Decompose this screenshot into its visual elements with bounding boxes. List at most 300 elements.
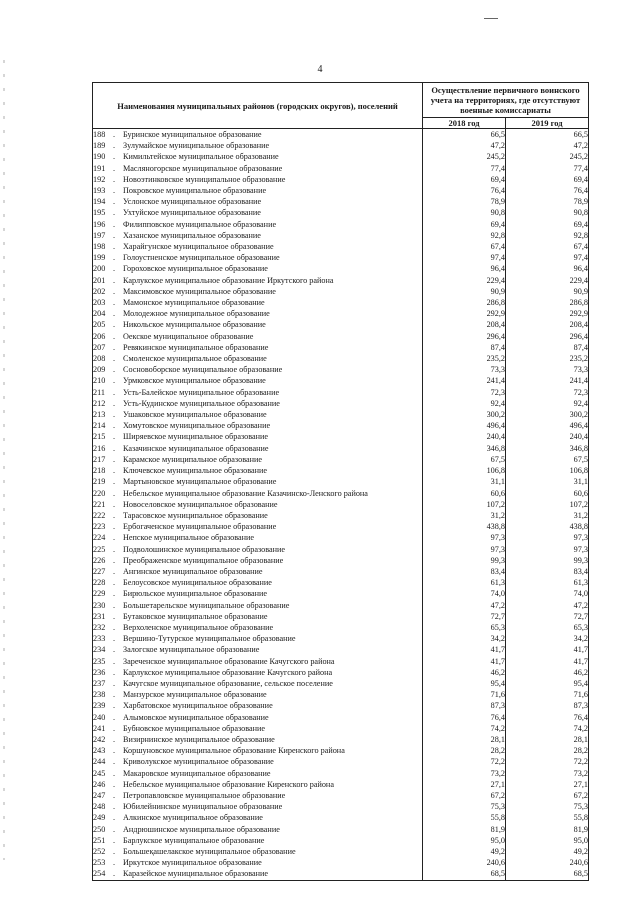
row-number: 245 xyxy=(93,768,106,778)
table-row xyxy=(93,219,589,230)
row-name-cell xyxy=(93,140,423,151)
row-number: 235 xyxy=(93,656,106,666)
value-2019: 65,3 xyxy=(506,622,589,633)
row-number-dot: . xyxy=(113,410,116,420)
row-name: Ширяевское муниципальное образование xyxy=(123,432,269,442)
value-2018: 97,4 xyxy=(423,252,506,263)
row-number-dot: . xyxy=(113,701,116,711)
row-name: Вершино-Тутурское муниципальное образование xyxy=(123,634,296,644)
row-name-cell xyxy=(93,163,423,174)
row-name: Никольское муниципальное образование xyxy=(123,320,266,330)
row-name-cell xyxy=(93,151,423,162)
row-number-dot: . xyxy=(113,802,116,812)
row-number-dot: . xyxy=(113,320,116,330)
row-name: Непское муниципальное образование xyxy=(123,533,255,543)
table-row xyxy=(93,353,589,364)
value-2019: 49,2 xyxy=(506,846,589,857)
row-number: 188 xyxy=(93,130,106,139)
row-name: Манзурское муниципальное образование xyxy=(123,690,267,700)
row-number: 194 xyxy=(93,197,106,207)
row-name-cell xyxy=(93,342,423,353)
row-name-cell xyxy=(93,622,423,633)
row-number-dot: . xyxy=(113,790,116,800)
value-2019: 69,4 xyxy=(506,174,589,185)
value-2018: 496,4 xyxy=(423,420,506,431)
row-name-cell xyxy=(93,734,423,745)
row-name-cell xyxy=(93,353,423,364)
row-number-dot: . xyxy=(113,723,116,733)
row-number: 239 xyxy=(93,701,106,711)
value-2019: 76,4 xyxy=(506,185,589,196)
row-name: Хазанское муниципальное образование xyxy=(123,230,261,240)
table-row xyxy=(93,443,589,454)
row-name-cell xyxy=(93,398,423,409)
row-name: Голоустненское муниципальное образование xyxy=(123,253,280,263)
value-2019: 68,5 xyxy=(506,868,589,880)
row-name: Бирюльское муниципальное образование xyxy=(123,589,268,599)
row-name: Преображенское муниципальное образование xyxy=(123,555,284,565)
table-row xyxy=(93,689,589,700)
value-2019: 41,7 xyxy=(506,656,589,667)
row-name-cell xyxy=(93,790,423,801)
row-name: Юбилейнинское муниципальное образование xyxy=(123,802,283,812)
table-row xyxy=(93,499,589,510)
row-number-dot: . xyxy=(113,387,116,397)
row-number-dot: . xyxy=(113,253,116,263)
row-name-cell xyxy=(93,476,423,487)
row-number: 203 xyxy=(93,298,106,308)
row-number-dot: . xyxy=(113,163,116,173)
table-row xyxy=(93,700,589,711)
row-number-dot: . xyxy=(113,869,116,879)
table-row xyxy=(93,745,589,756)
row-number-dot: . xyxy=(113,824,116,834)
table-row xyxy=(93,185,589,196)
table-row xyxy=(93,465,589,476)
row-name: Карлукское муниципальное образование Иркутского района xyxy=(123,275,334,285)
value-2019: 72,3 xyxy=(506,387,589,398)
value-2018: 96,4 xyxy=(423,263,506,274)
row-number-dot: . xyxy=(113,835,116,845)
row-name: Харайгунское муниципальное образование xyxy=(123,242,274,252)
value-2018: 60,6 xyxy=(423,488,506,499)
table-row xyxy=(93,364,589,375)
row-number: 246 xyxy=(93,779,106,789)
row-name-cell xyxy=(93,129,423,141)
row-number: 253 xyxy=(93,858,106,868)
table-row xyxy=(93,207,589,218)
value-2019: 235,2 xyxy=(506,353,589,364)
row-name-cell xyxy=(93,185,423,196)
value-2019: 55,8 xyxy=(506,812,589,823)
row-number-dot: . xyxy=(113,242,116,252)
row-name-cell xyxy=(93,824,423,835)
value-2018: 68,5 xyxy=(423,868,506,880)
row-number: 216 xyxy=(93,443,106,453)
value-2019: 27,1 xyxy=(506,779,589,790)
value-2019: 61,3 xyxy=(506,577,589,588)
table-row xyxy=(93,275,589,286)
table-row xyxy=(93,644,589,655)
value-2019: 240,4 xyxy=(506,431,589,442)
row-number-dot: . xyxy=(113,219,116,229)
value-2018: 235,2 xyxy=(423,353,506,364)
value-2018: 67,2 xyxy=(423,790,506,801)
row-number-dot: . xyxy=(113,186,116,196)
row-name-cell xyxy=(93,633,423,644)
row-name-cell xyxy=(93,499,423,510)
value-2018: 81,9 xyxy=(423,824,506,835)
table-row xyxy=(93,331,589,342)
value-2018: 75,3 xyxy=(423,801,506,812)
row-number: 254 xyxy=(93,869,106,879)
row-number-dot: . xyxy=(113,365,116,375)
row-number: 230 xyxy=(93,600,106,610)
row-number: 247 xyxy=(93,790,106,800)
row-name-cell xyxy=(93,756,423,767)
row-name: Оекское муниципальное образование xyxy=(123,331,254,341)
row-number-dot: . xyxy=(113,264,116,274)
column-header-2019: 2019 год xyxy=(506,118,589,129)
row-name: Карлукское муниципальное образование Качугского района xyxy=(123,667,333,677)
value-2018: 83,4 xyxy=(423,566,506,577)
value-2018: 346,8 xyxy=(423,443,506,454)
row-name: Бубновское муниципальное образование xyxy=(123,723,266,733)
row-number: 225 xyxy=(93,544,106,554)
row-number-dot: . xyxy=(113,309,116,319)
value-2018: 69,4 xyxy=(423,219,506,230)
row-number: 209 xyxy=(93,365,106,375)
table-row xyxy=(93,420,589,431)
row-number: 234 xyxy=(93,645,106,655)
row-number: 197 xyxy=(93,230,106,240)
row-name-cell xyxy=(93,241,423,252)
row-name: Небельское муниципальное образование Казачинско-Ленского района xyxy=(123,488,368,498)
value-2019: 67,4 xyxy=(506,241,589,252)
value-2019: 73,2 xyxy=(506,768,589,779)
row-number: 242 xyxy=(93,734,106,744)
table-row xyxy=(93,488,589,499)
row-number-dot: . xyxy=(113,645,116,655)
row-name-cell xyxy=(93,801,423,812)
row-number-dot: . xyxy=(113,466,116,476)
value-2019: 90,8 xyxy=(506,207,589,218)
row-name: Макаровское муниципальное образование xyxy=(123,768,271,778)
value-2019: 75,3 xyxy=(506,801,589,812)
row-number-dot: . xyxy=(113,141,116,151)
row-name: Иркутское муниципальное образование xyxy=(123,858,262,868)
row-number: 233 xyxy=(93,634,106,644)
value-2018: 67,5 xyxy=(423,454,506,465)
row-number-dot: . xyxy=(113,174,116,184)
row-name: Ключевское муниципальное образование xyxy=(123,466,268,476)
row-number-dot: . xyxy=(113,298,116,308)
row-number: 199 xyxy=(93,253,106,263)
row-number: 223 xyxy=(93,522,106,532)
value-2019: 107,2 xyxy=(506,499,589,510)
table-row xyxy=(93,555,589,566)
table-row xyxy=(93,835,589,846)
row-name-cell xyxy=(93,375,423,386)
row-name-cell xyxy=(93,700,423,711)
row-number: 218 xyxy=(93,466,106,476)
row-number: 192 xyxy=(93,174,106,184)
row-number: 222 xyxy=(93,510,106,520)
row-name-cell xyxy=(93,207,423,218)
row-name: Мартыновское муниципальное образование xyxy=(123,477,277,487)
row-number: 193 xyxy=(93,186,106,196)
value-2018: 99,3 xyxy=(423,555,506,566)
value-2019: 95,4 xyxy=(506,678,589,689)
row-number: 195 xyxy=(93,208,106,218)
value-2019: 76,4 xyxy=(506,712,589,723)
row-number: 240 xyxy=(93,712,106,722)
value-2019: 77,4 xyxy=(506,163,589,174)
table-row xyxy=(93,622,589,633)
value-2018: 87,4 xyxy=(423,342,506,353)
row-number-dot: . xyxy=(113,611,116,621)
row-name-cell xyxy=(93,835,423,846)
table-row xyxy=(93,241,589,252)
row-number-dot: . xyxy=(113,454,116,464)
row-number: 244 xyxy=(93,757,106,767)
row-name-cell xyxy=(93,611,423,622)
row-name: Алымовское муниципальное образование xyxy=(123,712,269,722)
row-number: 252 xyxy=(93,847,106,856)
value-2018: 72,7 xyxy=(423,611,506,622)
table-row xyxy=(93,342,589,353)
row-number: 251 xyxy=(93,835,106,845)
row-name: Тарасовское муниципальное образование xyxy=(123,510,268,520)
value-2019: 97,3 xyxy=(506,532,589,543)
table-row xyxy=(93,611,589,622)
row-number: 189 xyxy=(93,141,106,151)
row-name: Бутаковское муниципальное образование xyxy=(123,611,268,621)
row-number: 200 xyxy=(93,264,106,274)
row-number-dot: . xyxy=(113,331,116,341)
row-name-cell xyxy=(93,846,423,857)
value-2018: 66,5 xyxy=(423,129,506,141)
row-name: Подволошинское муниципальное образование xyxy=(123,544,286,554)
row-name: Петропавловское муниципальное образование xyxy=(123,790,286,800)
value-2019: 46,2 xyxy=(506,667,589,678)
row-number: 211 xyxy=(93,387,105,397)
value-2019: 31,2 xyxy=(506,510,589,521)
row-name-cell xyxy=(93,174,423,185)
row-number-dot: . xyxy=(113,477,116,487)
value-2019: 31,1 xyxy=(506,476,589,487)
table-row xyxy=(93,588,589,599)
value-2019: 28,2 xyxy=(506,745,589,756)
table-row xyxy=(93,678,589,689)
row-name-cell xyxy=(93,532,423,543)
row-number: 248 xyxy=(93,802,106,812)
value-2019: 47,2 xyxy=(506,600,589,611)
table-row xyxy=(93,252,589,263)
scan-mark xyxy=(484,18,498,19)
row-number-dot: . xyxy=(113,275,116,285)
table-row xyxy=(93,151,589,162)
row-number-dot: . xyxy=(113,432,116,442)
row-name-cell xyxy=(93,263,423,274)
value-2019: 41,7 xyxy=(506,644,589,655)
row-name: Зулумайское муниципальное образование xyxy=(123,141,270,151)
row-number: 198 xyxy=(93,242,106,252)
value-2019: 97,3 xyxy=(506,544,589,555)
row-name: Качугское муниципальное образование, сельское поселение xyxy=(123,678,333,688)
table-row xyxy=(93,734,589,745)
row-number-dot: . xyxy=(113,566,116,576)
row-name-cell xyxy=(93,297,423,308)
column-header-2018: 2018 год xyxy=(423,118,506,129)
table-row xyxy=(93,398,589,409)
value-2019: 73,3 xyxy=(506,364,589,375)
value-2018: 300,2 xyxy=(423,409,506,420)
row-name-cell xyxy=(93,600,423,611)
value-2018: 47,2 xyxy=(423,600,506,611)
value-2019: 87,4 xyxy=(506,342,589,353)
value-2019: 240,6 xyxy=(506,857,589,868)
row-name-cell xyxy=(93,331,423,342)
table-row xyxy=(93,521,589,532)
value-2018: 87,3 xyxy=(423,700,506,711)
table-body xyxy=(93,129,589,881)
row-name-cell xyxy=(93,409,423,420)
row-number: 207 xyxy=(93,342,106,352)
value-2018: 47,2 xyxy=(423,140,506,151)
row-number-dot: . xyxy=(113,656,116,666)
row-name: Карамское муниципальное образование xyxy=(123,454,262,464)
value-2019: 296,4 xyxy=(506,331,589,342)
value-2019: 81,9 xyxy=(506,824,589,835)
value-2019: 87,3 xyxy=(506,700,589,711)
table-row xyxy=(93,600,589,611)
value-2018: 71,6 xyxy=(423,689,506,700)
table-row xyxy=(93,510,589,521)
row-number: 204 xyxy=(93,309,106,319)
value-2019: 90,9 xyxy=(506,286,589,297)
value-2018: 28,2 xyxy=(423,745,506,756)
row-name: Филипповское муниципальное образование xyxy=(123,219,277,229)
value-2019: 67,5 xyxy=(506,454,589,465)
table-row xyxy=(93,756,589,767)
value-2018: 95,4 xyxy=(423,678,506,689)
value-2018: 65,3 xyxy=(423,622,506,633)
row-name: Новоэтинковское муниципальное образование xyxy=(123,174,286,184)
row-name: Верхоленское муниципальное образование xyxy=(123,622,274,632)
row-number: 190 xyxy=(93,152,106,162)
value-2019: 47,2 xyxy=(506,140,589,151)
row-name-cell xyxy=(93,420,423,431)
row-number: 214 xyxy=(93,421,106,431)
value-2018: 73,3 xyxy=(423,364,506,375)
row-number-dot: . xyxy=(113,690,116,700)
table-row xyxy=(93,163,589,174)
row-name-cell xyxy=(93,196,423,207)
value-2019: 92,4 xyxy=(506,398,589,409)
row-number: 231 xyxy=(93,611,106,621)
row-name-cell xyxy=(93,286,423,297)
row-number: 210 xyxy=(93,376,106,386)
value-2019: 245,2 xyxy=(506,151,589,162)
value-2018: 95,0 xyxy=(423,835,506,846)
row-name-cell xyxy=(93,588,423,599)
row-number-dot: . xyxy=(113,578,116,588)
row-number-dot: . xyxy=(113,197,116,207)
table-row xyxy=(93,667,589,678)
value-2019: 72,7 xyxy=(506,611,589,622)
row-number: 208 xyxy=(93,354,106,364)
row-name: Ангинское муниципальное образование xyxy=(123,566,263,576)
row-number-dot: . xyxy=(113,421,116,431)
value-2019: 96,4 xyxy=(506,263,589,274)
binding-edge-marks xyxy=(3,60,5,860)
value-2018: 41,7 xyxy=(423,656,506,667)
row-name: Масляногорское муниципальное образование xyxy=(123,163,283,173)
table-row xyxy=(93,812,589,823)
row-number: 249 xyxy=(93,813,106,823)
value-2018: 55,8 xyxy=(423,812,506,823)
value-2018: 76,4 xyxy=(423,712,506,723)
value-2018: 34,2 xyxy=(423,633,506,644)
row-name-cell xyxy=(93,510,423,521)
value-2019: 78,9 xyxy=(506,196,589,207)
row-number-dot: . xyxy=(113,678,116,688)
value-2019: 28,1 xyxy=(506,734,589,745)
value-2018: 240,6 xyxy=(423,857,506,868)
value-2019: 106,8 xyxy=(506,465,589,476)
value-2019: 292,9 xyxy=(506,308,589,319)
row-number-dot: . xyxy=(113,622,116,632)
row-name-cell xyxy=(93,252,423,263)
table-row xyxy=(93,723,589,734)
table-row xyxy=(93,577,589,588)
table-row xyxy=(93,801,589,812)
row-name: Большетарельское муниципальное образование xyxy=(123,600,290,610)
value-2018: 245,2 xyxy=(423,151,506,162)
row-name-cell xyxy=(93,868,423,880)
row-name-cell xyxy=(93,230,423,241)
table-row xyxy=(93,308,589,319)
row-name: Ушаковское муниципальное образование xyxy=(123,410,267,420)
value-2018: 296,4 xyxy=(423,331,506,342)
row-number-dot: . xyxy=(113,768,116,778)
table-row xyxy=(93,454,589,465)
value-2018: 69,4 xyxy=(423,174,506,185)
row-number: 227 xyxy=(93,566,106,576)
row-name: Зареченское муниципальное образование Качугского района xyxy=(123,656,335,666)
table-row xyxy=(93,286,589,297)
row-name: Молодежное муниципальное образование xyxy=(123,309,270,319)
value-2018: 49,2 xyxy=(423,846,506,857)
row-name: Барлукское муниципальное образование xyxy=(123,835,265,845)
row-name-cell xyxy=(93,443,423,454)
value-2018: 92,8 xyxy=(423,230,506,241)
row-name: Большеқашелакское муниципальное образование xyxy=(123,847,296,856)
row-name: Харбатовское муниципальное образование xyxy=(123,701,273,711)
row-name-cell xyxy=(93,745,423,756)
table-row xyxy=(93,566,589,577)
row-number: 237 xyxy=(93,678,106,688)
table-row xyxy=(93,319,589,330)
table-row xyxy=(93,140,589,151)
value-2018: 27,1 xyxy=(423,779,506,790)
row-number: 243 xyxy=(93,746,106,756)
row-name-cell xyxy=(93,319,423,330)
table-row xyxy=(93,196,589,207)
table-row xyxy=(93,431,589,442)
table-row xyxy=(93,230,589,241)
